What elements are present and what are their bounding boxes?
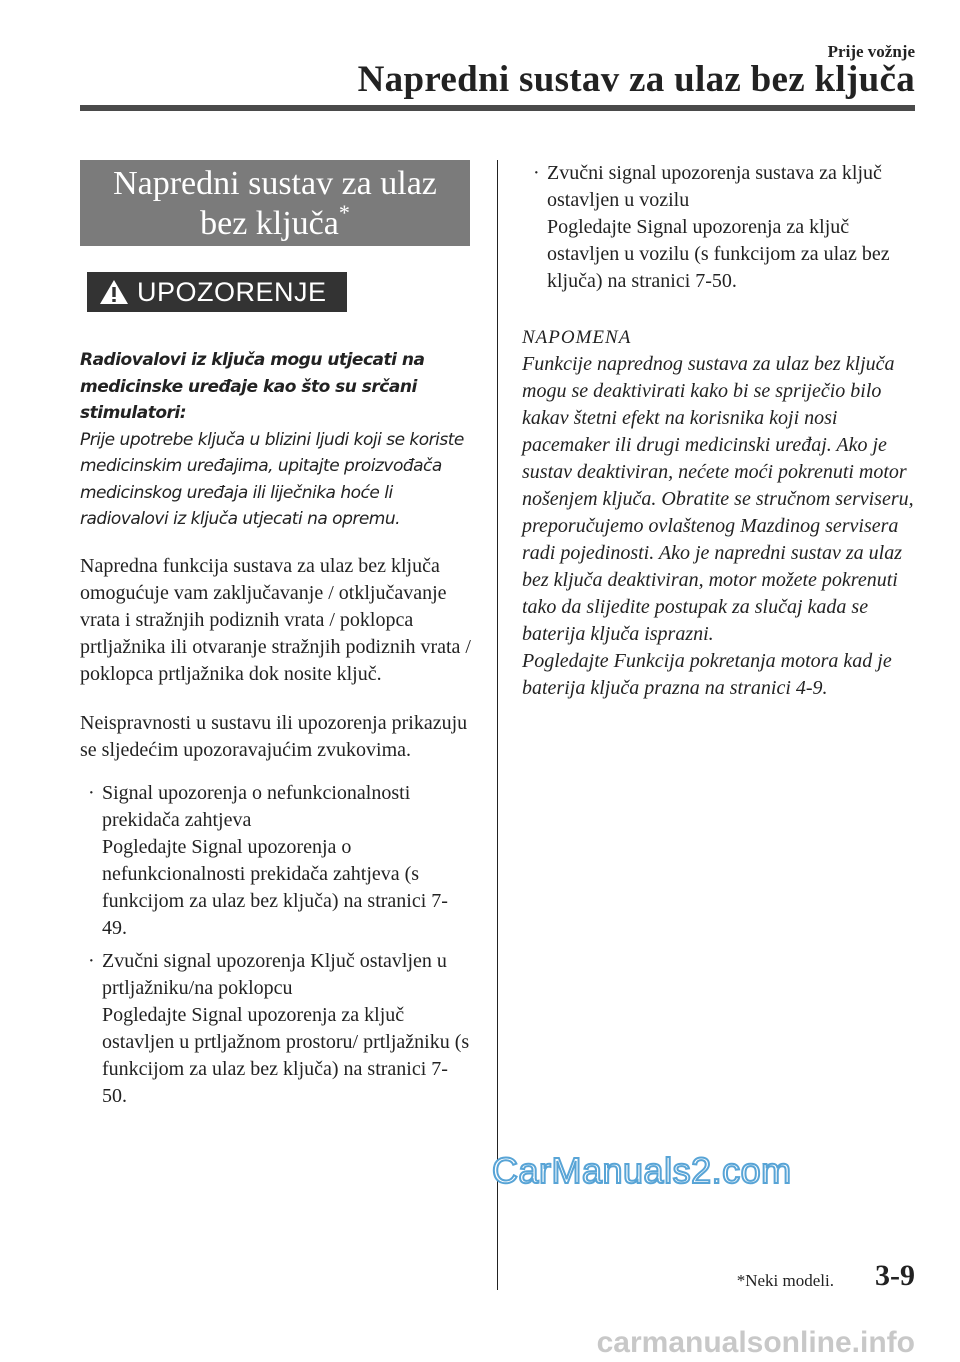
warning-bold-text: Radiovalovi iz ključa mogu utjecati na medicinske uređaje kao što su srčani stimulatori: — [80, 350, 425, 423]
note-body: Funkcije naprednog sustava za ulaz bez ključa mogu se deaktivirati kako bi se spriječio bilo kakav štetni efekt na korisnika koji nosi pacemaker ili drugi medicinski uređaj. Ako je sustav deaktiviran, nećete moći pokrenuti motor nošenjem ključa. Obratite se stručnom serviseru, preporučujemo ovlaštenog Mazdinog servisera radi pojedinosti. Ako je napredni sustav za ulaz bez ključa deaktiviran, motor možete pokrenuti tako da slijedite postupak za slučaj kada se baterija ključa isprazni. — [522, 353, 914, 645]
list-item — [88, 948, 472, 1110]
right-column — [522, 160, 918, 702]
warnings-paragraph: Neispravnosti u sustavu ili upozorenja prikazuju se sljedećim upozoravajućim zvukovima. — [80, 711, 468, 761]
bullet-title: Zvučni signal upozorenja sustava za ključ ostavljen u vozilu — [547, 162, 882, 211]
watermark-carmanuals2[interactable]: CarManuals2.com — [492, 1150, 792, 1191]
header-section: Prije vožnje — [827, 42, 915, 61]
header-rule — [80, 105, 915, 111]
warning-label: UPOZORENJE — [137, 276, 327, 307]
list-item — [88, 780, 472, 942]
section-title-box — [80, 160, 470, 246]
section-title-line2: bez ključa* — [200, 200, 350, 242]
warning-body-text: Prije upotrebe ključa u blizini ljudi koji se koriste medicinskim uređajima, upitajte proizvođača medicinskog uređaja ili liječnika hoće li radiovalovi iz ključa utjecati na opremu. — [80, 429, 464, 529]
bullet-title: Zvučni signal upozorenja Ključ ostavljen u prtljažniku/na poklopcu — [102, 949, 447, 999]
asterisk-mark: * — [338, 200, 350, 225]
bullet-dot: · — [533, 162, 540, 184]
bullet-ref-link[interactable]: Pogledajte Signal upozorenja za ključ ostavljen u prtljažnom prostoru/ prtljažniku (s funkcijom za ulaz bez ključa) na stranici 7-50. — [102, 1003, 470, 1107]
left-bullet-list — [80, 780, 472, 1110]
bullet-ref-link[interactable]: Pogledajte Signal upozorenja za ključ ostavljen u vozilu (s funkcijom za ulaz bez ključa) na stranici 7-50. — [547, 216, 890, 292]
warning-badge — [87, 272, 347, 312]
warning-triangle-icon — [99, 279, 129, 305]
page-number: 3-9 — [875, 1259, 915, 1292]
section-title-line1: Napredni sustav za ulaz — [113, 165, 437, 202]
bullet-title: Signal upozorenja o nefunkcionalnosti prekidača zahtjeva — [102, 781, 411, 831]
bullet-dot: · — [88, 781, 95, 804]
column-divider — [497, 160, 498, 1290]
warning-text — [80, 347, 472, 533]
right-bullet-list — [522, 160, 918, 295]
bullet-dot: · — [88, 949, 95, 972]
list-item — [533, 160, 918, 295]
footer-note: *Neki modeli. — [736, 1271, 834, 1290]
watermark-carmanualsonline[interactable]: carmanualsonline.info — [596, 1326, 915, 1359]
left-column — [80, 160, 472, 1116]
bullet-ref-link[interactable]: Pogledajte Signal upozorenja o nefunkcionalnosti prekidača zahtjeva (s funkcijom za ulaz bez ključa) na stranici 7-49. — [102, 835, 448, 939]
note-heading: NAPOMENA — [522, 327, 632, 348]
intro-paragraph: Napredna funkcija sustava za ulaz bez ključa omogućuje vam zaključavanje / otključavanje vrata i stražnjih podiznih vrata / poklopca prtljažnika ili otvaranje stražnjih podiznih vrata / poklopca prtljažnika dok nosite ključ. — [80, 554, 471, 685]
header-title: Napredni sustav za ulaz bez ključa — [357, 59, 915, 100]
note-ref-link[interactable]: Pogledajte Funkcija pokretanja motora kad je baterija ključa prazna na stranici 4-9. — [522, 650, 892, 699]
